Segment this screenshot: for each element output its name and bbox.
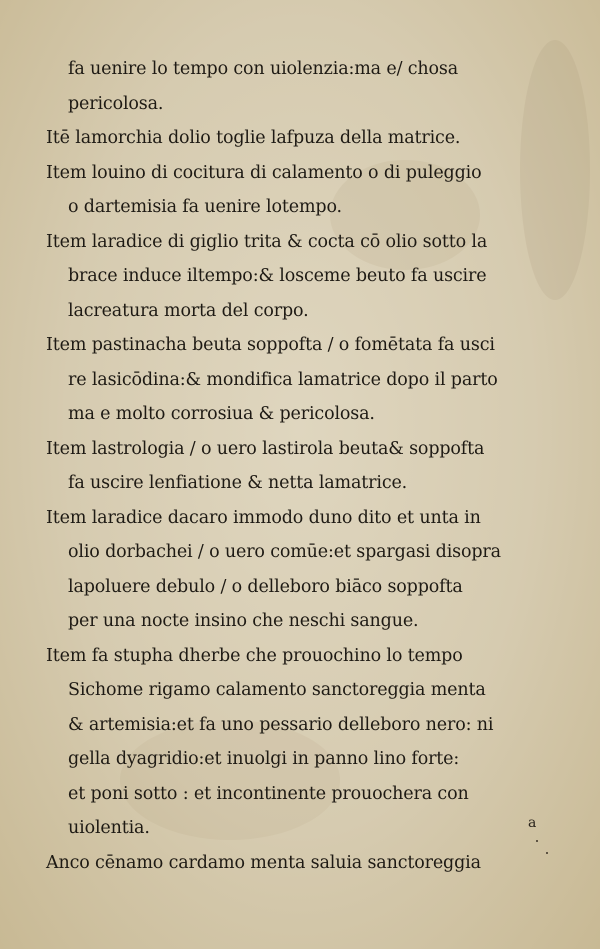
- text-line: fa uenire lo tempo con uiolenzia:ma e/ chosa: [68, 59, 459, 79]
- text-line: re lasicōdina:& mondifica lamatrice dopo il parto: [68, 369, 498, 390]
- text-line: ma e molto corrosiua & pericolosa.: [68, 404, 375, 424]
- text-line: Item laradice dacaro immodo duno dito et unta in: [46, 507, 481, 528]
- text-block: [46, 52, 566, 880]
- text-line: pericolosa.: [68, 93, 164, 114]
- ink-speck: [546, 852, 548, 854]
- text-line: Itē lamorchia dolio toglie lafpuza della matrice.: [46, 128, 461, 148]
- text-line: Sichome rigamo calamento sanctoreggia menta: [68, 680, 486, 700]
- text-line: brace induce iltempo:& losceme beuto fa uscire: [68, 266, 487, 286]
- text-line: lapoluere debulo / o delleboro biāco soppofta: [68, 576, 463, 597]
- text-line: Item pastinacha beuta soppofta / o fomētata fa usci: [46, 335, 495, 355]
- text-line: Item laradice di giglio trita & cocta cō olio sotto la: [46, 231, 488, 252]
- text-line: et poni sotto : et incontinente prouochera con: [68, 783, 469, 804]
- ink-speck: [536, 840, 538, 842]
- text-line: Item fa stupha dherbe che prouochino lo tempo: [46, 645, 463, 666]
- text-line: o dartemisia fa uenire lotempo.: [68, 197, 342, 217]
- text-line: Anco cēnamo cardamo menta saluia sanctoreggia: [46, 852, 481, 873]
- text-line: & artemisia:et fa uno pessario delleboro nero: ni: [68, 714, 494, 735]
- text-line: olio dorbachei / o uero comūe:et spargasi disopra: [68, 542, 501, 562]
- text-line: per una nocte insino che neschi sangue.: [68, 611, 419, 631]
- text-line: lacreatura morta del corpo.: [68, 300, 309, 321]
- signature-mark: a: [528, 815, 537, 831]
- text-line: uiolentia.: [68, 818, 150, 838]
- text-line: gella dyagridio:et inuolgi in panno lino forte:: [68, 749, 460, 769]
- text-line: fa uscire lenfiatione & netta lamatrice.: [68, 473, 408, 493]
- text-line: Item louino di cocitura di calamento o di puleggio: [46, 162, 482, 183]
- text-line: Item lastrologia / o uero lastirola beuta& soppofta: [46, 438, 485, 459]
